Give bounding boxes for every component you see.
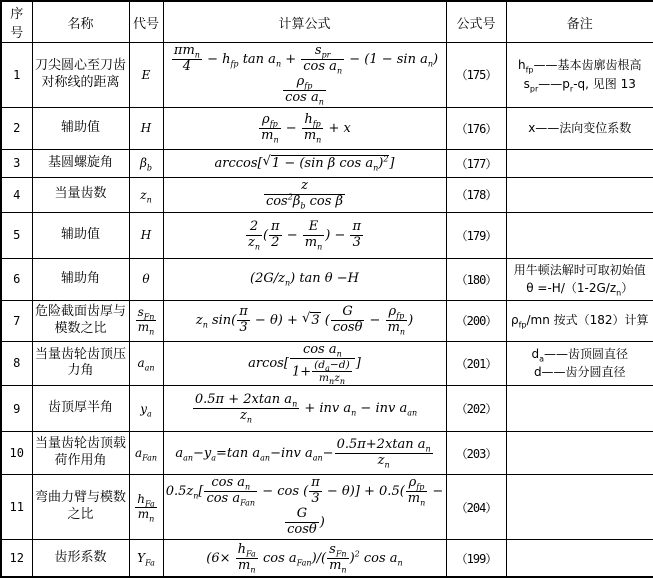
header-cell-symbol: 代号 [129,1,163,43]
name-cell: 当量齿数 [32,177,129,212]
formula-cell: $0.5z_n$[ $\frac{\cos a_n}{\cos a_{Fan}}$ − cos ( $\frac{\pi}{3}$ − θ)] + 0.5( $\frac{\rho_{fp}}{m_n}$ − $\frac{G}{\cos\theta}$ ) [163,475,446,540]
name-cell: 齿顶厚半角 [32,386,129,432]
formula-cell: arcos[ $\cos a_n$ 1+ $\frac{(d_a-d)}{m_nz_n}$ ] [163,341,446,385]
row-number-cell: 12 [1,539,32,577]
symbol-cell: $y_a$ [129,386,163,432]
name-cell: 辅助角 [32,258,129,300]
table-row [1,432,653,475]
remark-cell [506,212,653,258]
header-cell-name: 名称 [32,1,129,43]
formula-number-cell: （203） [446,432,506,475]
remark-cell [506,539,653,577]
remark-cell: $h_{fp}——$基本齿廓齿根高 $s_{pr}——p_r-q$, 见图 13 [506,43,653,108]
formula-cell: $\frac{2}{z_n}$ ( $\frac{\pi}{2}$ − $\frac{E}{m_n}$ ) − $\frac{\pi}{3}$ [163,212,446,258]
symbol-cell: $a_{an}$ [129,341,163,385]
table-row [1,107,653,149]
symbol-cell: $\frac{s_{Fn}}{m_n}$ [129,300,163,341]
table-row [1,475,653,540]
name-cell: 基圆螺旋角 [32,149,129,177]
formula-cell: $\frac{\pi m_n}{4}$ − $h_{fp}$ $\tan a_n$ + $\frac{s_{pr}}{\cos a_n}$ − $(1 - \sin a_n)$ $\frac{\rho_{fp}}{\cos a_n}$ [163,43,446,108]
name-cell: 当量齿轮齿顶压力角 [32,341,129,385]
row-number-cell: 9 [1,386,32,432]
symbol-cell: $a_{Fan}$ [129,432,163,475]
row-number-cell: 5 [1,212,32,258]
formula-cell: $(2G/z_n)$ tan θ −H [163,258,446,300]
header-row [1,1,653,43]
table-body [1,43,653,578]
table-row [1,149,653,177]
remark-cell [506,475,653,540]
row-number-cell: 7 [1,300,32,341]
row-number-cell: 1 [1,43,32,108]
table-row [1,212,653,258]
table-row [1,341,653,385]
formula-cell: $a_{an}-y_a=\tan$ $a_{an}-inv$ $a_{an}-$ $\frac{0.5\pi+2xtan a_n}{z_n}$ [163,432,446,475]
formula-number-cell: （204） [446,475,506,540]
remark-cell [506,177,653,212]
name-cell: 齿形系数 [32,539,129,577]
formula-number-cell: （199） [446,539,506,577]
formula-cell: $\frac{0.5\pi + 2xtan a_n}{z_n}$ + inv $a_n$ − inv $a_{an}$ [163,386,446,432]
remark-cell: $d_a——$齿顶圆直径 d——齿分圆直径 [506,341,653,385]
name-cell: 辅助值 [32,107,129,149]
formula-number-cell: （175） [446,43,506,108]
remark-cell: $\rho_{fp}/mn$ 按式（182）计算 [506,300,653,341]
formula-cell: $\frac{\rho_{fp}}{m_n}$ − $\frac{h_{fp}}{m_n}$ + x [163,107,446,149]
table-row [1,43,653,108]
row-number-cell: 6 [1,258,32,300]
row-number-cell: 2 [1,107,32,149]
table-header [1,1,653,43]
formula-number-cell: （178） [446,177,506,212]
symbol-cell: H [129,212,163,258]
formula-number-cell: （201） [446,341,506,385]
formula-cell: arccos[ √ 1 − (sin β $\cos a_n)^2$ ] [163,149,446,177]
table-row [1,386,653,432]
name-cell: 当量齿轮齿顶载荷作用角 [32,432,129,475]
name-cell: 刀尖圆心至刀齿对称线的距离 [32,43,129,108]
formula-number-cell: （179） [446,212,506,258]
symbol-cell: $\frac{h_{Fa}}{m_n}$ [129,475,163,540]
row-number-cell: 3 [1,149,32,177]
table-row [1,177,653,212]
name-cell: 辅助值 [32,212,129,258]
name-cell: 危险截面齿厚与模数之比 [32,300,129,341]
header-cell-index: 序号 [1,1,32,43]
symbol-cell: E [129,43,163,108]
remark-cell [506,432,653,475]
remark-cell [506,149,653,177]
remark-cell: 用牛顿法解时可取初始值 $\theta =-H/(1-2G/z_n)$ [506,258,653,300]
table-row [1,300,653,341]
formula-number-cell: （200） [446,300,506,341]
formula-cell: $\frac{z}{\cos^2\beta_b \cos \beta}$ [163,177,446,212]
remark-cell [506,386,653,432]
header-cell-formula: 计算公式 [163,1,446,43]
symbol-cell: H [129,107,163,149]
row-number-cell: 10 [1,432,32,475]
row-number-cell: 11 [1,475,32,540]
header-cell-formula-no: 公式号 [446,1,506,43]
symbol-cell: $Y_{Fa}$ [129,539,163,577]
row-number-cell: 8 [1,341,32,385]
formula-number-cell: （177） [446,149,506,177]
formula-number-cell: （202） [446,386,506,432]
remark-cell: x——法向变位系数 [506,107,653,149]
formula-cell: (6× $\frac{h_{Fa}}{m_n}$ $\cos a_{Fan})/$( $\frac{s_{Fn}}{m_n}$ )$^2$ $\cos a_n$ [163,539,446,577]
symbol-cell: θ [129,258,163,300]
table-row [1,539,653,577]
formula-number-cell: （176） [446,107,506,149]
symbol-cell: $z_n$ [129,177,163,212]
symbol-cell: $\beta_b$ [129,149,163,177]
formula-number-cell: （180） [446,258,506,300]
name-cell: 弯曲力臂与模数之比 [32,475,129,540]
table-row [1,258,653,300]
formula-cell: $z_n$ sin( $\frac{\pi}{3}$ − θ) + √ 3 ( $\frac{G}{\cos\theta}$ − $\frac{\rho_{fp}}{m_n}$ ) [163,300,446,341]
row-number-cell: 4 [1,177,32,212]
header-cell-remark: 备注 [506,1,653,43]
